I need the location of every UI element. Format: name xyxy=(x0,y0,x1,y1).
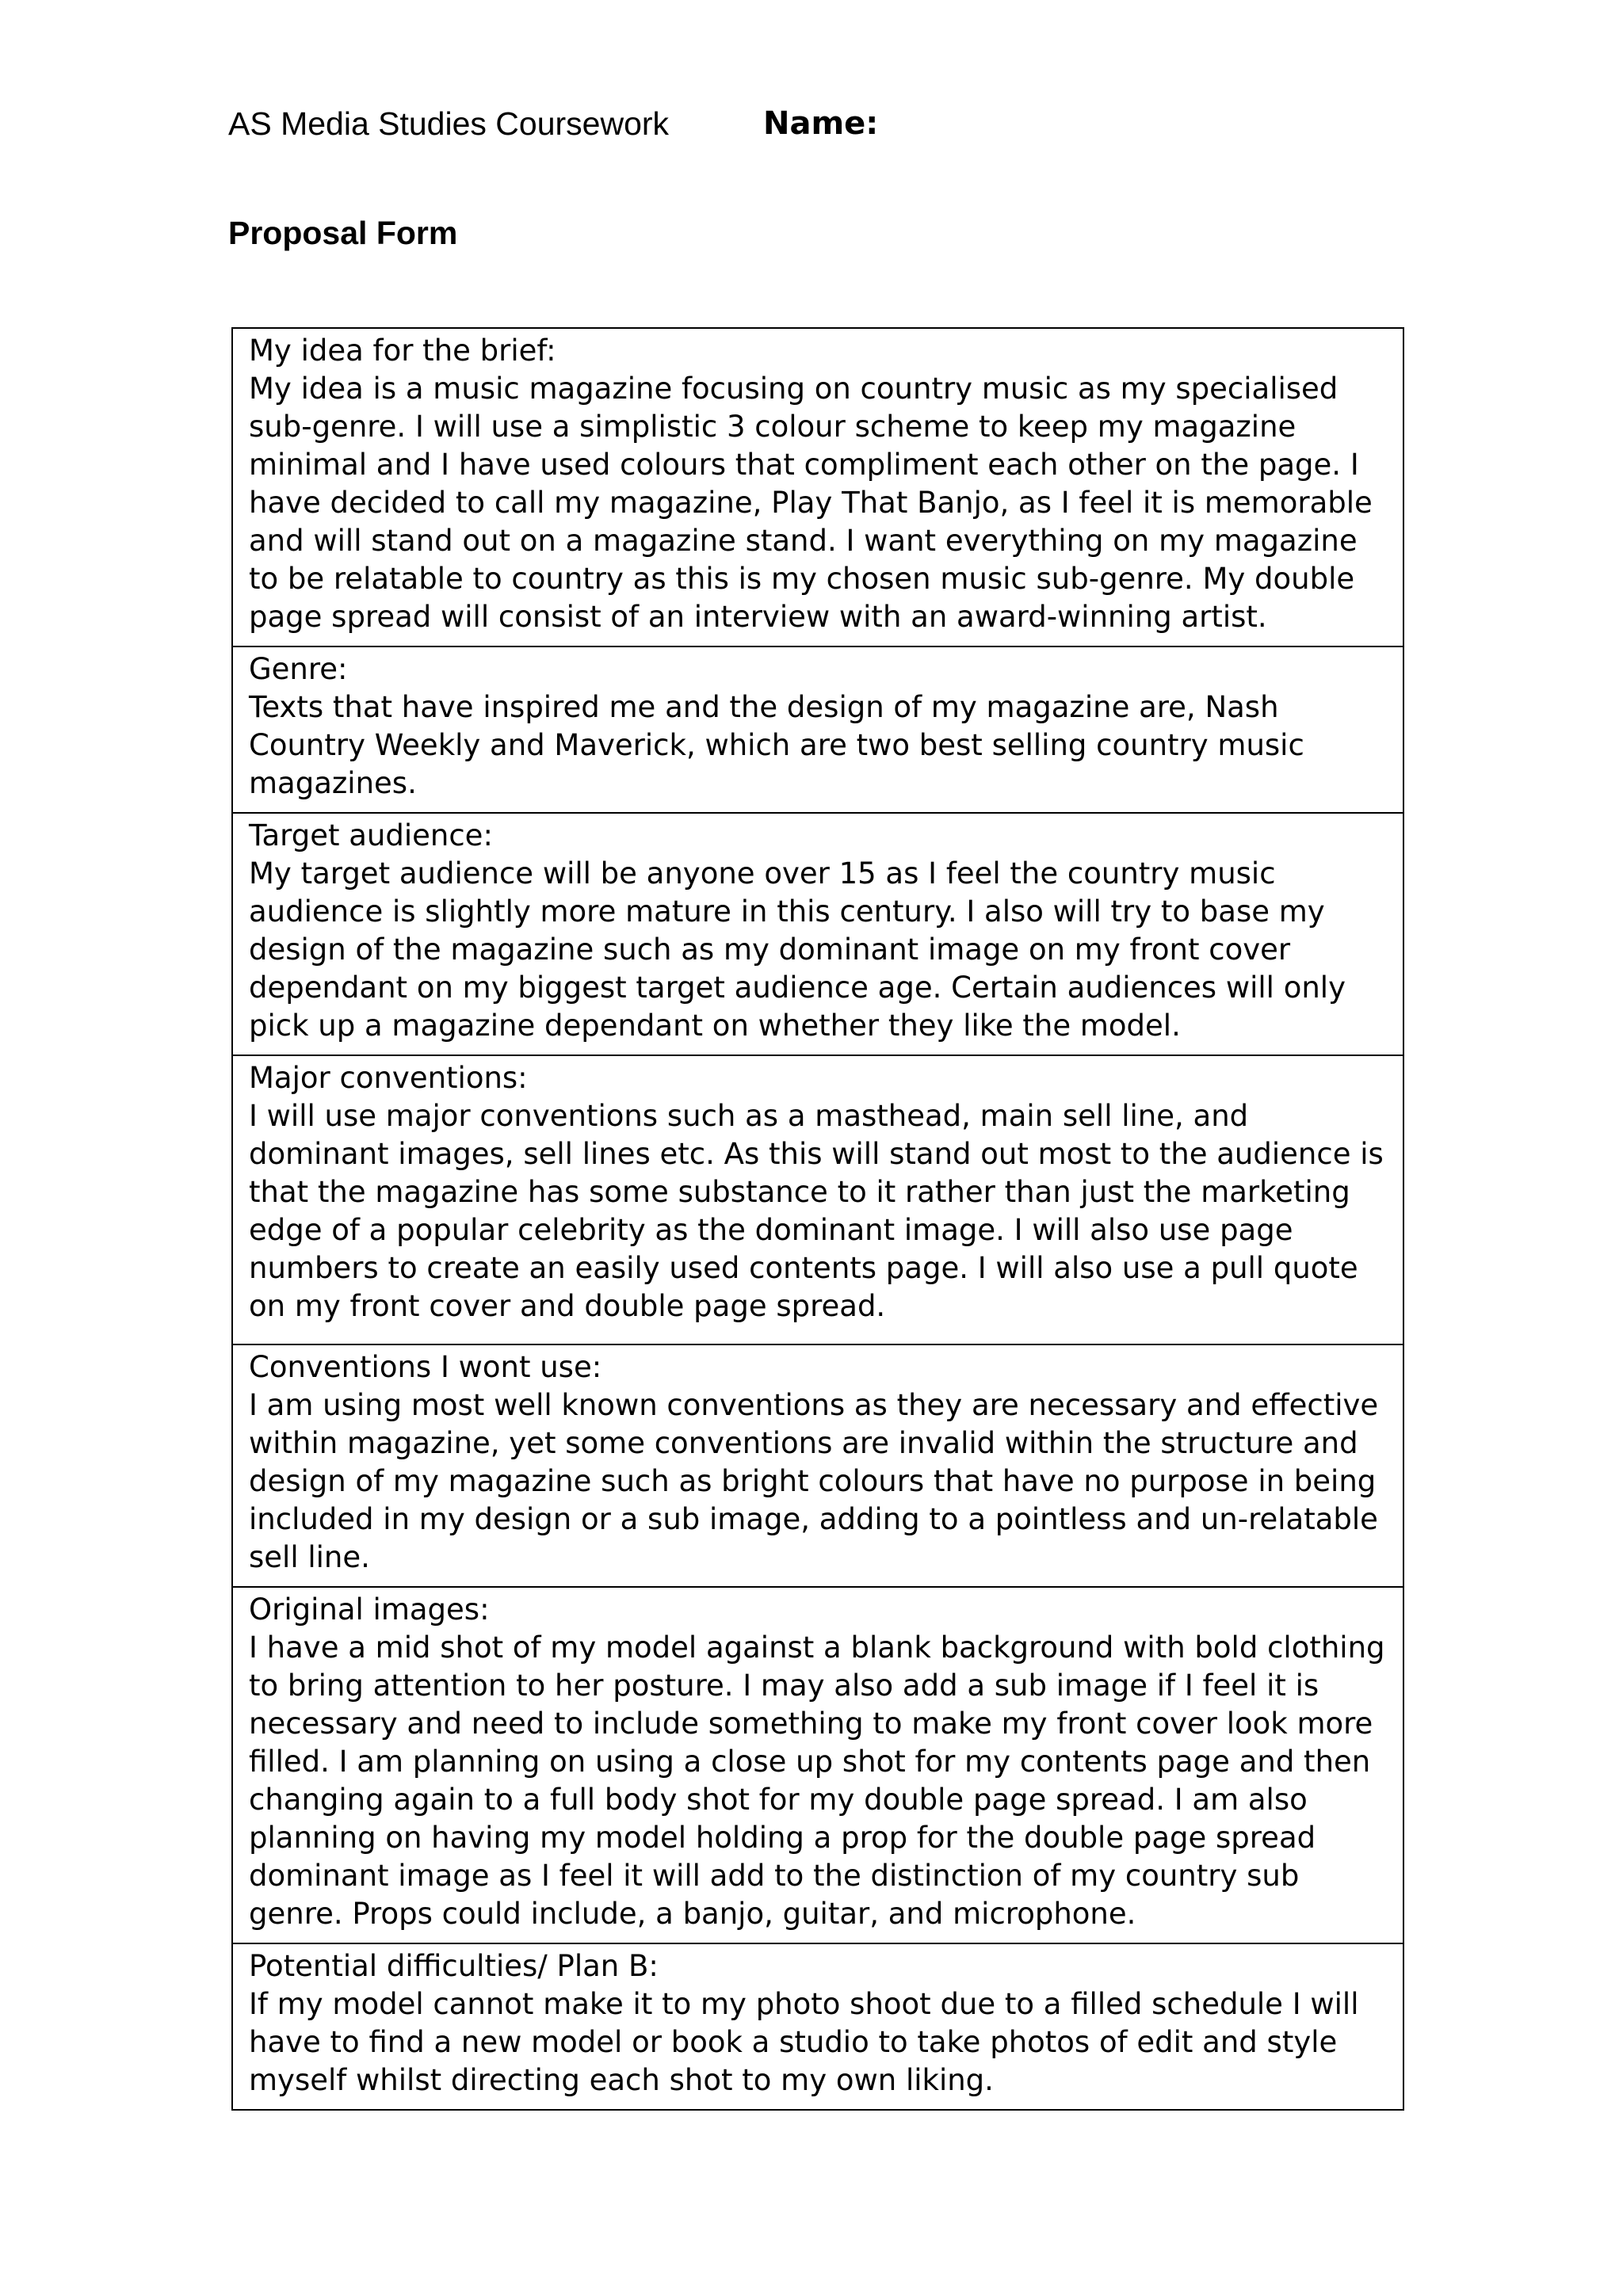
section-cell xyxy=(232,813,1403,1055)
section-heading: Conventions I wont use: xyxy=(249,1350,602,1384)
section-body: My idea is a music magazine focusing on country music as my specialised sub-genre. I will use a simplistic 3 colour scheme to keep my magazine minimal and I have used colours that compliment each other on the page. I have decided to call my magazine, Play That Banjo, as I feel it is memorable and will stand out on a magazine stand. I want everything on my magazine to be relatable to country as this is my chosen music sub-genre. My double page spread will consist of an interview with an award-winning artist. xyxy=(249,372,1373,634)
section-row-major-conventions xyxy=(232,1055,1403,1344)
section-row-target-audience xyxy=(232,813,1403,1055)
section-row-conventions-wont-use xyxy=(232,1344,1403,1587)
section-body: I have a mid shot of my model against a blank background with bold clothing to bring attention to her posture. I may also add a sub image if I feel it is necessary and need to include something to make my front cover look more filled. I am planning on using a close up shot for my contents page and then changing again to a full body shot for my double page spread. I am also planning on having my model holding a prop for the double page spread dominant image as I feel it will add to the distinction of my country sub genre. Props could include, a banjo, guitar, and microphone. xyxy=(249,1630,1385,1931)
section-row-idea xyxy=(232,328,1403,646)
section-row-original-images xyxy=(232,1587,1403,1943)
section-heading: Genre: xyxy=(249,652,348,686)
proposal-table xyxy=(231,327,1404,2111)
section-heading: Target audience: xyxy=(249,818,493,852)
section-row-genre xyxy=(232,646,1403,813)
section-body: I will use major conventions such as a masthead, main sell line, and dominant images, sell lines etc. As this will stand out most to the audience is that the magazine has some substance to it rather than just the marketing edge of a popular celebrity as the dominant image. I will also use page numbers to create an easily used contents page. I will also use a pull quote on my front cover and double page spread. xyxy=(249,1099,1384,1323)
section-cell xyxy=(232,328,1403,646)
section-cell xyxy=(232,1055,1403,1344)
section-heading: Major conventions: xyxy=(249,1061,528,1095)
document-header xyxy=(228,101,879,146)
section-cell xyxy=(232,1587,1403,1943)
section-heading: Original images: xyxy=(249,1592,490,1627)
section-cell xyxy=(232,1943,1403,2110)
name-label: Name: xyxy=(763,105,879,142)
course-title: AS Media Studies Coursework xyxy=(228,105,670,142)
form-title: Proposal Form xyxy=(228,215,458,251)
section-body: If my model cannot make it to my photo shoot due to a filled schedule I will have to find a new model or book a studio to take photos of edit and style myself whilst directing each shot to my own liking. xyxy=(249,1987,1359,2097)
section-cell xyxy=(232,1344,1403,1587)
section-body: Texts that have inspired me and the design of my magazine are, Nash Country Weekly and Maverick, which are two best selling country music magazines. xyxy=(249,690,1304,800)
section-row-plan-b xyxy=(232,1943,1403,2110)
section-body: My target audience will be anyone over 15 as I feel the country music audience is slightly more mature in this century. I also will try to base my design of the magazine such as my dominant image on my front cover dependant on my biggest target audience age. Certain audiences will only pick up a magazine dependant on whether they like the model. xyxy=(249,856,1346,1043)
section-body: I am using most well known conventions as they are necessary and effective within magazine, yet some conventions are invalid within the structure and design of my magazine such as bright colours that have no purpose in being included in my design or a sub image, adding to a pointless and un-relatable sell line. xyxy=(249,1388,1379,1574)
section-cell xyxy=(232,646,1403,813)
section-heading: Potential difficulties/ Plan B: xyxy=(249,1949,659,1983)
section-heading: My idea for the brief: xyxy=(249,334,556,368)
